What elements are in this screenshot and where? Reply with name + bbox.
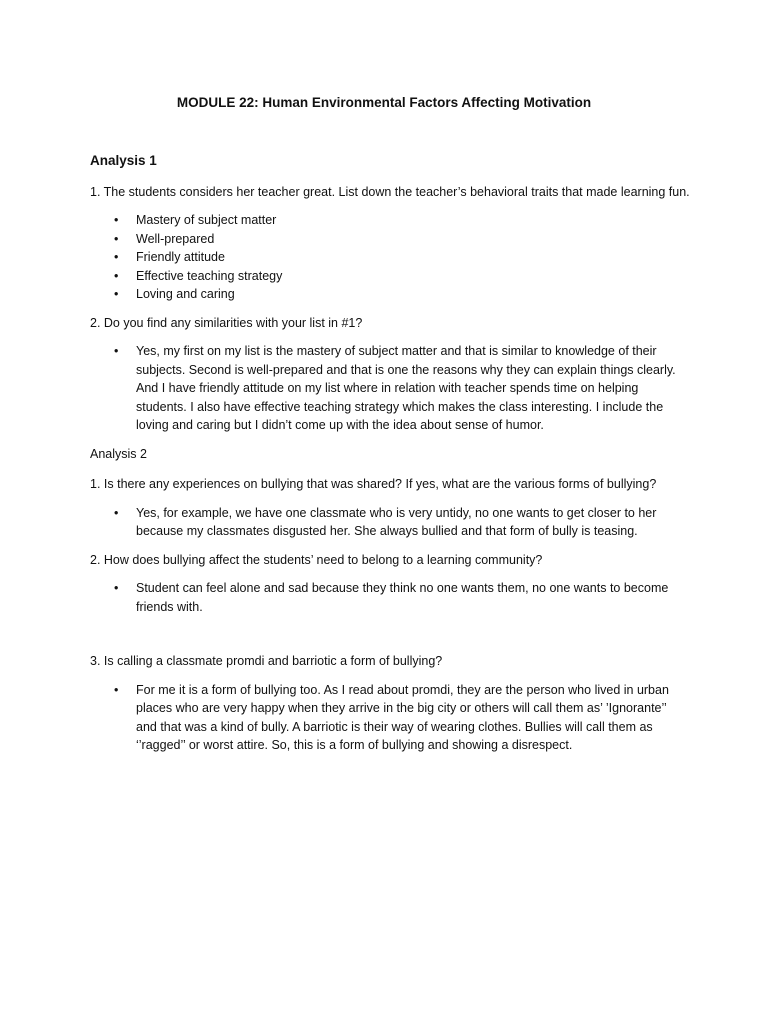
document-body — [90, 152, 690, 765]
answer-text: Yes, my first on my list is the mastery of subject matter and that is similar to knowledge of their subjects. Second is well-prepared and that is one the reasons why they can explain things clearly. And I have friendly attitude on my list where in relation with teacher spends time on helping students. I also have effective teaching strategy which makes the class interesting. I include the loving and caring but I didn’t come up with the idea about sense of humor. — [136, 344, 676, 432]
analysis-2-question-3: 3. Is calling a classmate promdi and barriotic a form of bullying? — [90, 654, 443, 668]
analysis-2-question-1: 1. Is there any experiences on bullying that was shared? If yes, what are the various forms of bullying? — [90, 477, 657, 491]
answer-paragraph — [90, 681, 690, 755]
list-item — [90, 248, 690, 267]
list-item-text: Mastery of subject matter — [136, 213, 277, 227]
answer-paragraph — [90, 504, 690, 541]
bullet-glyph: • — [114, 231, 119, 246]
analysis-2-answer-2-list — [90, 579, 690, 616]
list-item — [90, 267, 690, 286]
teacher-traits-list — [90, 211, 690, 304]
bullet-glyph: • — [114, 344, 119, 358]
bullet-glyph: • — [114, 682, 119, 697]
list-item-text: Friendly attitude — [136, 250, 225, 264]
answer-text: Student can feel alone and sad because they think no one wants them, no one wants to become friends with. — [136, 581, 669, 614]
bullet-glyph: • — [114, 505, 119, 520]
answer-paragraph — [90, 342, 690, 435]
list-item — [90, 285, 690, 304]
bullet-glyph: • — [114, 250, 119, 264]
answer-paragraph — [90, 579, 690, 616]
analysis-1-answer-2-list — [90, 342, 690, 435]
spacer — [90, 626, 690, 652]
analysis-2-answer-1-list — [90, 504, 690, 541]
list-item-text: Well-prepared — [136, 231, 215, 246]
list-item-text: Loving and caring — [136, 287, 235, 301]
list-item — [90, 230, 690, 249]
analysis-2-heading: Analysis 2 — [90, 446, 147, 461]
list-item — [90, 211, 690, 230]
bullet-glyph: • — [114, 268, 119, 283]
list-item-text: Effective teaching strategy — [136, 268, 283, 283]
analysis-2-answer-3-list — [90, 681, 690, 755]
analysis-1-question-1: 1. The students considers her teacher great. List down the teacher’s behavioral traits that made learning fun. — [90, 184, 690, 199]
analysis-1-question-2: 2. Do you find any similarities with your list in #1? — [90, 315, 363, 330]
page-title: MODULE 22: Human Environmental Factors Affecting Motivation — [176, 95, 592, 110]
bullet-glyph: • — [114, 581, 119, 595]
analysis-1-heading: Analysis 1 — [90, 153, 157, 168]
answer-text: Yes, for example, we have one classmate who is very untidy, no one wants to get closer to her because my classmates disgusted her. She always bullied and that form of bully is teasing. — [136, 505, 657, 538]
bullet-glyph: • — [114, 213, 119, 227]
bullet-glyph: • — [114, 287, 119, 301]
analysis-2-question-2: 2. How does bullying affect the students’ need to belong to a learning community? — [90, 552, 543, 567]
answer-text: For me it is a form of bullying too. As I read about promdi, they are the person who lived in urban places who are very happy when they arrive in the big city or others will call them as’ ’Ignorante’’ and that was a kind of bully. A barriotic is their way of wearing clothes. Bullies will call them as ‘’ragged’’ or worst attire. So, this is a form of bullying and showing a disrespect. — [136, 682, 669, 752]
